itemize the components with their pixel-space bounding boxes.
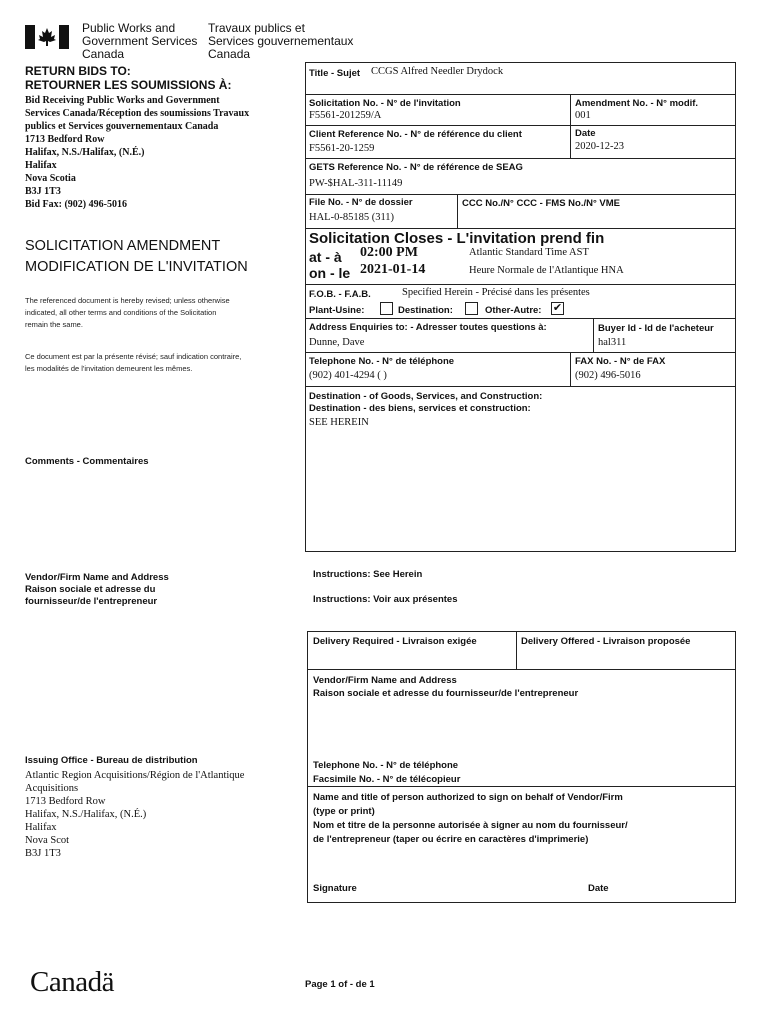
return-address-line: 1713 Bedford Row (25, 134, 105, 145)
authorized-person-label: Name and title of person authorized to sign on behalf of Vendor/Firm (type or print) Nom et titre de la personne autorisée à signer au nom du fournisseur/ de l'entrepreneur (taper ou écrire en caractères d'imprimerie) (313, 792, 628, 845)
plant-label: Plant-Usine: (309, 305, 365, 316)
phone-label: Telephone No. - N° de téléphone (309, 356, 455, 367)
issuing-address-line: Acquisitions (25, 783, 79, 794)
timezone-fr: Heure Normale de l'Atlantique HNA (469, 265, 624, 276)
delivery-required-label: Delivery Required - Livraison exigée (313, 636, 477, 647)
issuing-office-address (25, 769, 244, 860)
file-no-value: HAL-0-85185 (311) (309, 212, 395, 223)
other-label: Other-Autre: (485, 305, 542, 316)
closing-time: 02:00 PM (360, 245, 418, 260)
amendment-no-label: Amendment No. - N° modif. (575, 98, 699, 109)
return-address-line: Nova Scotia (25, 173, 76, 184)
solicitation-no-value: F5561-201259/A (309, 110, 382, 121)
date-signed-label: Date (588, 883, 609, 894)
delivery-offered-label: Delivery Offered - Livraison proposée (521, 636, 691, 647)
return-address-line: Services Canada/Réception des soumissions Travaux (25, 108, 250, 119)
note-line: Ce document est par la présente révisé; sauf indication contraire, (25, 352, 242, 361)
ccc-no-label: CCC No./N° CCC - FMS No./N° VME (462, 198, 621, 209)
title-label: Title - Sujet (309, 68, 361, 79)
on-label: on - le (309, 265, 351, 281)
fax-label: FAX No. - N° de FAX (575, 356, 666, 367)
fob-value: Specified Herein - Précisé dans les présentes (402, 287, 590, 298)
phone-value: (902) 401-4294 ( ) (309, 370, 387, 381)
return-address-line: Halifax (25, 160, 57, 171)
amendment-no-value: 001 (575, 110, 591, 121)
timezone-en: Atlantic Standard Time AST (469, 247, 589, 258)
solicitation-no-label: Solicitation No. - N° de l'invitation (309, 98, 461, 109)
buyer-id-label: Buyer Id - Id de l'acheteur (598, 323, 714, 334)
department-name-en: Public Works and Government Services Canada (82, 21, 198, 61)
issuing-address-line: Atlantic Region Acquisitions/Région de l'Atlantique (25, 770, 245, 781)
amendment-title: SOLICITATION AMENDMENT MODIFICATION DE L'INVITATION (25, 238, 248, 275)
issuing-address-line: Halifax (25, 822, 57, 833)
gets-ref-value: PW-$HAL-311-11149 (309, 178, 403, 189)
instructions-fr: Instructions: Voir aux présentes (313, 594, 458, 605)
destination-checkbox[interactable] (465, 302, 478, 315)
destination-label: Destination: (398, 305, 453, 316)
comments-label: Comments - Commentaires (25, 456, 149, 467)
issuing-office-label: Issuing Office - Bureau de distribution (25, 755, 198, 766)
fob-label: F.O.B. - F.A.B. (309, 289, 371, 300)
page-number: Page 1 of - de 1 (305, 979, 375, 990)
other-checkbox-checked-icon[interactable]: ✔ (552, 302, 563, 314)
buyer-id-value: hal311 (598, 337, 627, 348)
file-no-label: File No. - N° de dossier (309, 197, 413, 208)
return-address-line: Halifax, N.S./Halifax, (N.É.) (25, 147, 145, 158)
return-address-line: B3J 1T3 (25, 186, 61, 197)
return-address-line: Bid Fax: (902) 496-5016 (25, 199, 127, 210)
note-line: indicated, all other terms and conditions of the Solicitation (25, 308, 217, 317)
issuing-address-line: Halifax, N.S./Halifax, (N.É.) (25, 809, 147, 820)
department-name-fr: Travaux publics et Services gouvernementaux Canada (208, 21, 354, 61)
destination-goods-label: Destination - of Goods, Services, and Construction: Destination - des biens, services et construction: (309, 391, 543, 414)
date-label: Date (575, 128, 596, 139)
date-value: 2020-12-23 (575, 141, 624, 152)
return-address-line: Bid Receiving Public Works and Government (25, 95, 220, 106)
return-bids-address (25, 94, 249, 211)
client-ref-value: F5561-20-1259 (309, 143, 375, 154)
note-line: The referenced document is hereby revised; unless otherwise (25, 296, 230, 305)
return-address-line: publics et Services gouvernementaux Canada (25, 121, 219, 132)
issuing-address-line: 1713 Bedford Row (25, 796, 106, 807)
closes-label: Solicitation Closes - L'invitation prend fin (309, 230, 605, 247)
issuing-address-line: Nova Scot (25, 835, 70, 846)
amendment-note-fr (25, 351, 241, 375)
enquiries-label: Address Enquiries to: - Adresser toutes questions à: (309, 322, 547, 333)
enquiries-value: Dunne, Dave (309, 337, 365, 348)
closing-date: 2021-01-14 (360, 262, 426, 277)
note-line: remain the same. (25, 320, 83, 329)
at-label: at - à (309, 249, 342, 265)
vendor-firm-label: Vendor/Firm Name and Address Raison sociale et adresse du fournisseur/de l'entrepreneur (25, 572, 169, 607)
title-value: CCGS Alfred Needler Drydock (371, 66, 504, 77)
vendor-name-address-label: Vendor/Firm Name and Address Raison sociale et adresse du fournisseur/de l'entrepreneur (313, 675, 579, 699)
gets-ref-label: GETS Reference No. - N° de référence de SEAG (309, 162, 523, 173)
issuing-address-line: B3J 1T3 (25, 848, 61, 859)
client-ref-label: Client Reference No. - N° de référence du client (309, 129, 522, 140)
instructions-en: Instructions: See Herein (313, 569, 423, 580)
note-line: les modalités de l'invitation demeurent les mêmes. (25, 364, 193, 373)
fax-value: (902) 496-5016 (575, 370, 641, 381)
vendor-contact-label: Telephone No. - N° de téléphone Facsimile No. - N° de télécopieur (313, 760, 461, 785)
return-bids-title: RETURN BIDS TO: RETOURNER LES SOUMISSIONS À: (25, 64, 232, 92)
amendment-note-en (25, 295, 230, 331)
canada-flag-icon (25, 25, 69, 49)
signature-label: Signature (313, 883, 357, 894)
plant-checkbox[interactable] (380, 302, 393, 315)
canada-wordmark: Canadä (30, 966, 114, 998)
destination-goods-value: SEE HEREIN (309, 417, 369, 428)
